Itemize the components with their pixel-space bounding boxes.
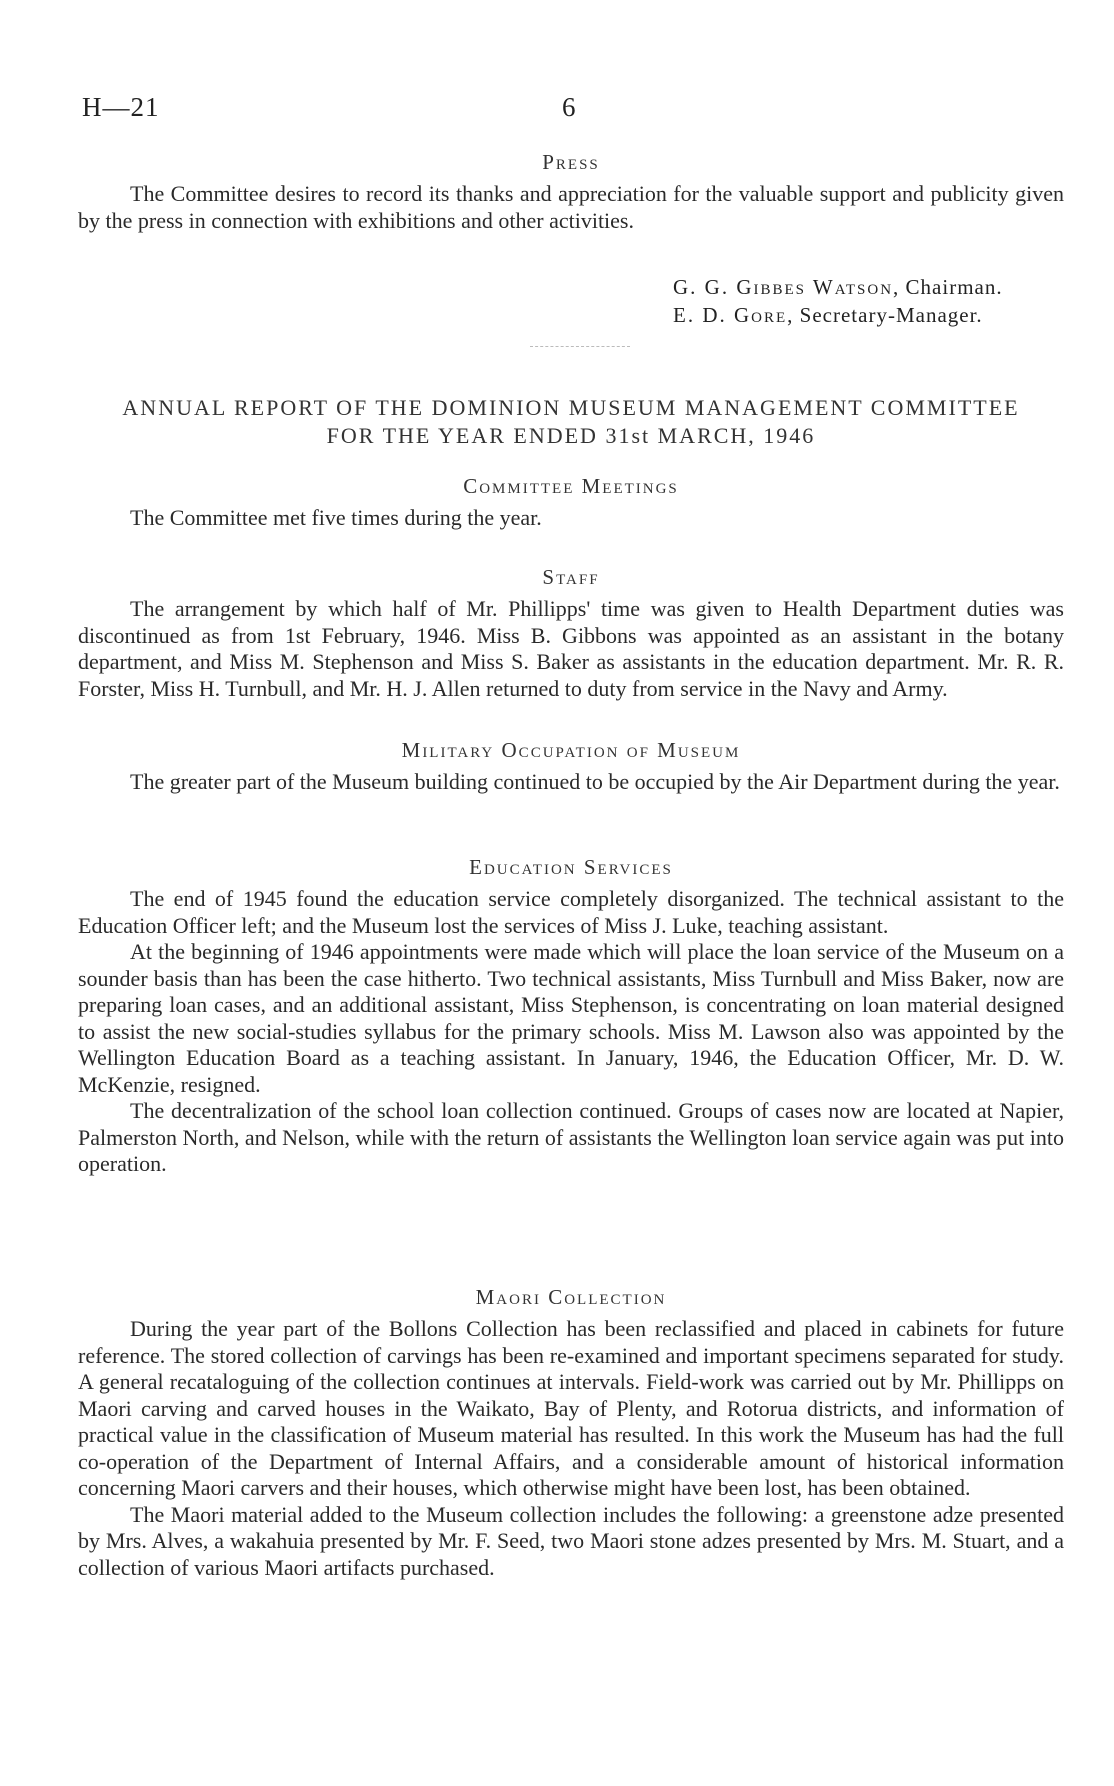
signature-name: E. D. Gore bbox=[673, 303, 788, 327]
education-paragraph-3: The decentralization of the school loan collection continued. Groups of cases now are located at Napier, Palmerston North, and Nelson, while with the return of assistants the Wellington loan service again was put into operation. bbox=[78, 1098, 1064, 1176]
section-divider bbox=[530, 346, 630, 347]
staff-section bbox=[78, 565, 1064, 702]
report-title bbox=[78, 394, 1064, 450]
education-paragraph-1: The end of 1945 found the education service completely disorganized. The technical assistant to the Education Officer left; and the Museum lost the services of Miss J. Luke, teaching assistant. bbox=[78, 886, 1064, 938]
section-heading-press: Press bbox=[542, 150, 600, 174]
signature-chairman bbox=[673, 275, 1003, 300]
maori-paragraph-1: During the year part of the Bollons Collection has been reclassified and placed in cabinets for future reference. The stored collection of carvings has been re-examined and important specimens separated for study. A general recataloguing of the collection continues at intervals. Field-work was carried out by Mr. Phillipps on Maori carving and carved houses in the Waikato, Bay of Plenty, and Rotorua districts, and information of practical value in the classification of Museum material has resulted. In this work the Museum has had the full co-operation of the Department of Internal Affairs, and a considerable amount of historical information concerning Maori carvers and their houses, which otherwise might have been lost, has been obtained. bbox=[78, 1316, 1064, 1500]
document-code: H—21 bbox=[82, 92, 160, 122]
report-title-line-1: ANNUAL REPORT OF THE DOMINION MUSEUM MANAGEMENT COMMITTEE bbox=[122, 395, 1020, 420]
report-title-line-2: FOR THE YEAR ENDED 31st MARCH, 1946 bbox=[326, 423, 816, 448]
page-number: 6 bbox=[562, 92, 577, 122]
maori-section bbox=[78, 1285, 1064, 1581]
meetings-paragraph: The Committee met five times during the year. bbox=[130, 505, 542, 530]
signature-name: G. G. Gibbes Watson bbox=[673, 275, 894, 299]
meetings-section bbox=[78, 474, 1064, 532]
maori-paragraph-2: The Maori material added to the Museum collection includes the following: a greenstone adze presented by Mrs. Alves, a wakahuia presented by Mr. F. Seed, two Maori stone adzes presented by Mrs. M. Stuart, and a collection of various Maori artifacts purchased. bbox=[78, 1501, 1064, 1580]
signature-role: , Chairman. bbox=[893, 275, 1003, 299]
section-heading-education: Education Services bbox=[469, 855, 673, 879]
section-heading-meetings: Committee Meetings bbox=[463, 474, 679, 498]
military-section bbox=[78, 738, 1064, 796]
education-section bbox=[78, 855, 1064, 1178]
section-heading-maori: Maori Collection bbox=[475, 1285, 667, 1309]
signature-role: , Secretary-Manager. bbox=[787, 303, 983, 327]
press-paragraph: The Committee desires to record its thanks and appreciation for the valuable support and publicity given by the press in connection with exhibitions and other activities. bbox=[78, 181, 1064, 233]
signature-secretary bbox=[673, 303, 983, 328]
education-paragraph-2: At the beginning of 1946 appointments were made which will place the loan service of the Museum on a sounder basis than has been the case hitherto. Two technical assistants, Miss Turnbull and Miss Baker, now are preparing loan cases, and an additional assistant, Miss Stephenson, is concentrating on loan material designed to assist the new social-studies syllabus for the primary schools. Miss M. Lawson also was appointed by the Wellington Education Board as a teaching assistant. In January, 1946, the Education Officer, Mr. D. W. McKenzie, resigned. bbox=[78, 939, 1064, 1097]
staff-paragraph: The arrangement by which half of Mr. Phillipps' time was given to Health Department duties was discontinued as from 1st February, 1946. Miss B. Gibbons was appointed as an assistant in the botany department, and Miss M. Stephenson and Miss S. Baker as assistants in the education department. Mr. R. R. Forster, Miss H. Turnbull, and Mr. H. J. Allen returned to duty from service in the Navy and Army. bbox=[78, 596, 1064, 701]
section-heading-military: Military Occupation of Museum bbox=[401, 738, 741, 762]
military-paragraph: The greater part of the Museum building continued to be occupied by the Air Department during the year. bbox=[130, 769, 1060, 794]
section-heading-staff: Staff bbox=[542, 565, 600, 589]
press-section bbox=[78, 150, 1064, 234]
